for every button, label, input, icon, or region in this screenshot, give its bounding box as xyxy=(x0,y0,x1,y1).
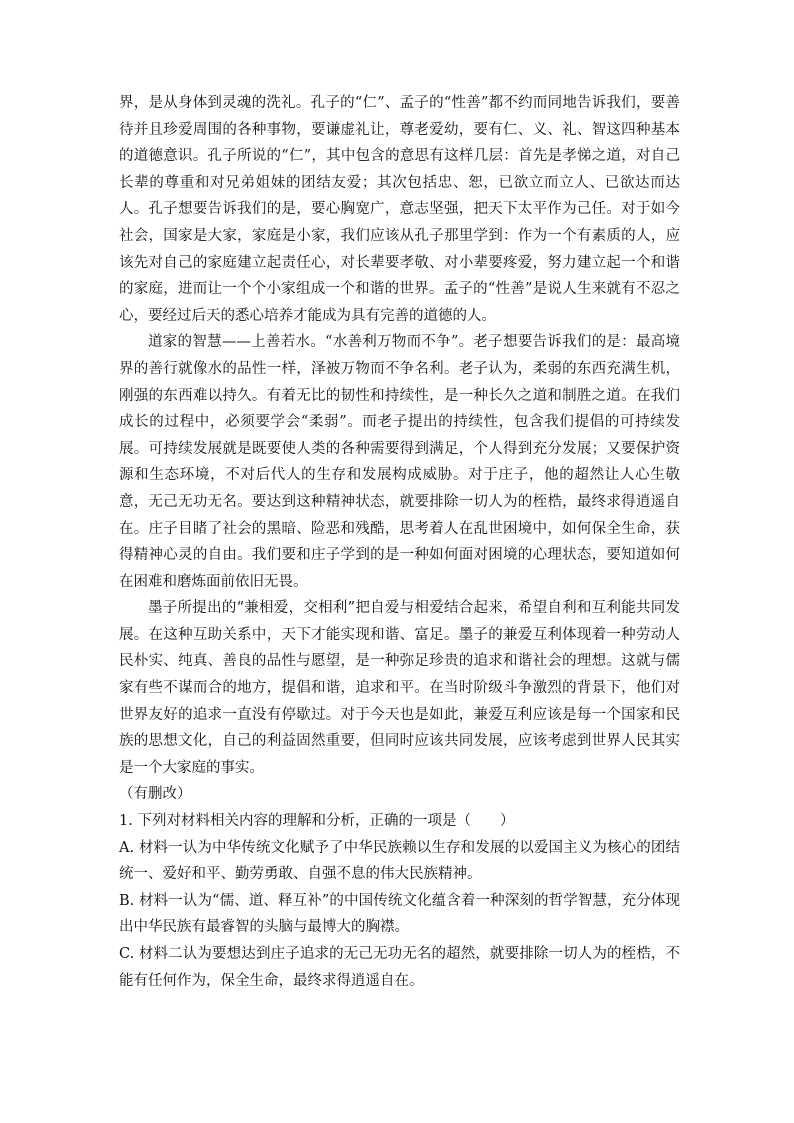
question-block xyxy=(119,808,680,994)
option-a: A. 材料一认为中华传统文化赋予了中华民族赖以生存和发展的以爱国主义为核心的团结统一、爱好和平、勤劳勇敢、自强不息的伟大民族精神。 xyxy=(119,839,680,883)
question-stem: 1. 下列对材料相关内容的理解和分析，正确的一项是（ ） xyxy=(119,813,515,830)
passage-paragraph-2: 道家的智慧——上善若水。“水善利万物而不争”。老子想要告诉我们的是：最高境界的善行就像水的品性一样，泽被万物而不争名利。老子认为，柔弱的东西充满生机，刚强的东西难以持久。有着无比的韧性和持续性，是一种长久之道和制胜之道。在我们成长的过程中，必须要学会“柔弱”。而老子提出的持续性，包含我们提倡的可持续发展。可持续发展就是既要使人类的各种需要得到满足，个人得到充分发展；又要保护资源和生态环境，不对后代人的生存和发展构成威胁。对于庄子，他的超然让人心生敬意，无己无功无名。要达到这种精神状态，就要排除一切人为的桎梏，最终求得逍遥自在。庄子目睹了社会的黑暗、险恶和残酷，思考着人在乱世困境中，如何保全生命，获得精神心灵的自由。我们要和庄子学到的是一种如何面对困境的心理状态，要知道如何在困难和磨炼面前依旧无畏。 xyxy=(119,334,680,590)
option-b: B. 材料一认为“儒、道、释互补”的中国传统文化蕴含着一种深刻的哲学智慧，充分体现出中华民族有最睿智的头脑与最博大的胸襟。 xyxy=(119,892,680,936)
passage-paragraph-1: 界，是从身体到灵魂的洗礼。孔子的“仁”、孟子的“性善”都不约而同地告诉我们，要善待并且珍爱周围的各种事物，要谦虚礼让，尊老爱幼，要有仁、义、礼、智这四种基本的道德意识。孔子所说的“仁”，其中包含的意思有这样几层：首先是孝悌之道，对自己长辈的尊重和对兄弟姐妹的团结友爱；其次包括忠、恕，已欲立而立人、已欲达而达人。孔子想要告诉我们的是，要心胸宽广，意志坚强，把天下太平作为己任。对于如今社会，国家是大家，家庭是小家，我们应该从孔子那里学到：作为一个有素质的人，应该先对自己的家庭建立起责任心，对长辈要孝敬、对小辈要疼爱，努力建立起一个和谐的家庭，进而让一个个小家组成一个和谐的世界。孟子的“性善”是说人生来就有不忍之心，要经过后天的悉心培养才能成为具有完善的道德的人。 xyxy=(119,95,680,324)
source-note: （有删改） xyxy=(119,786,192,803)
passage-paragraph-3: 墨子所提出的“兼相爱，交相利”把自爱与相爱结合起来，希望自利和互利能共同发展。在这种互助关系中，天下才能实现和谐、富足。墨子的兼爱互利体现着一种劳动人民朴实、纯真、善良的品性与愿望，是一种弥足珍贵的追求和谐社会的理想。这就与儒家有些不谋而合的地方，提倡和谐，追求和平。在当时阶级斗争激烈的背景下，他们对世界友好的追求一直没有停歇过。对于今天也是如此，兼爱互利应该是每一个国家和民族的思想文化，自己的利益固然重要，但同时应该共同发展，应该考虑到世界人民其实是一个大家庭的事实。 xyxy=(119,600,680,776)
option-c: C. 材料二认为要想达到庄子追求的无己无功无名的超然，就要排除一切人为的桎梏，不能有任何作为，保全生命，最终求得逍遥自在。 xyxy=(119,946,680,989)
passage-body xyxy=(119,90,680,994)
